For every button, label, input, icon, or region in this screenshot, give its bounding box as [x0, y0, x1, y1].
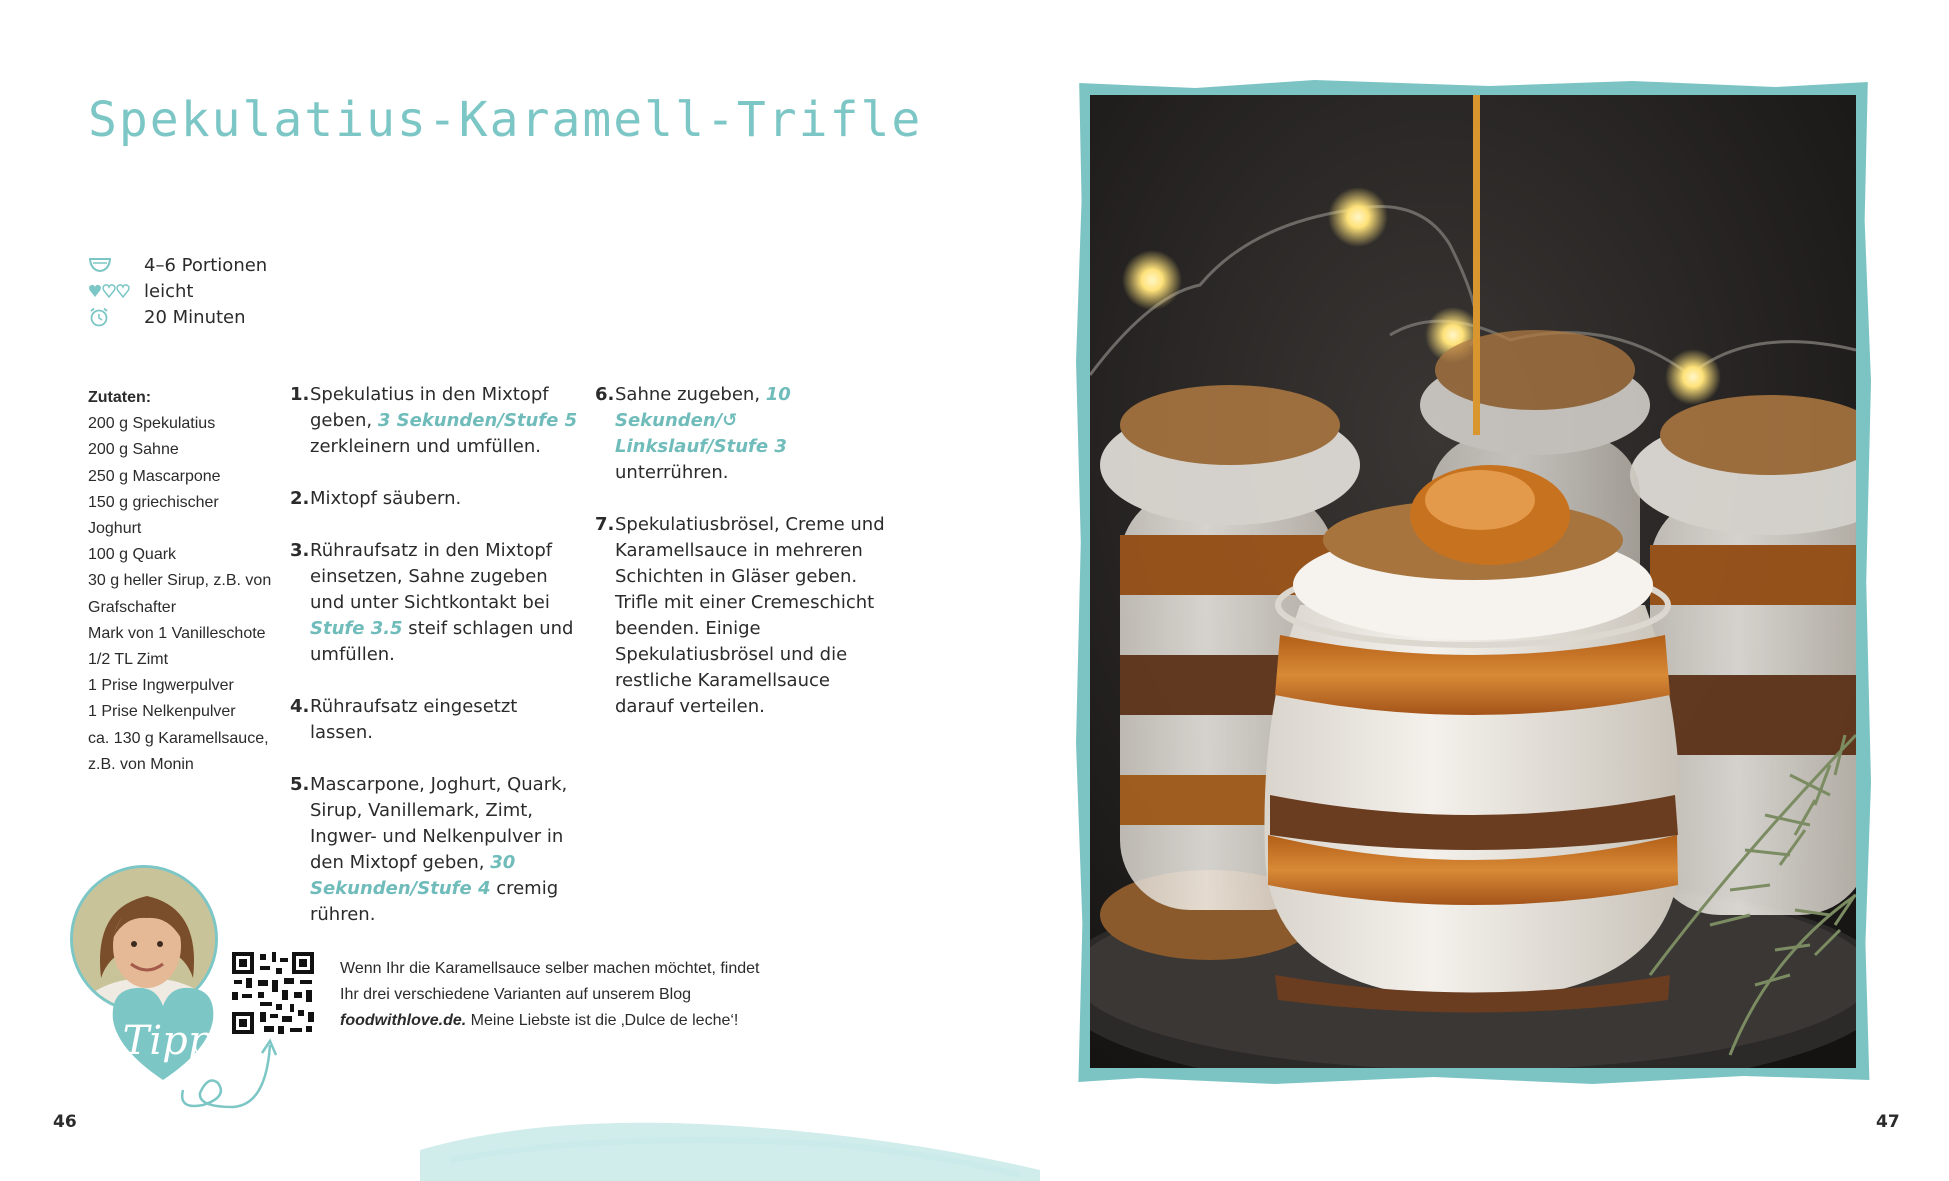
ingredient-item: 1/2 TL Zimt: [88, 651, 169, 669]
step-setting: Stufe 3.5: [310, 618, 403, 639]
hearts-icon: [88, 280, 144, 302]
step-text: [310, 538, 580, 668]
step-number: 3.: [290, 540, 310, 561]
ingredient-item: 100 g Quark: [88, 546, 177, 564]
step-text-part: Sahne zugeben,: [615, 384, 766, 405]
step-text: [310, 772, 580, 928]
step-3: [290, 538, 580, 668]
recipe-meta: [88, 252, 267, 330]
ingredient-item: ca. 130 g Karamellsauce,: [88, 729, 269, 747]
ingredients-list: [88, 385, 278, 778]
ingredient-item: Joghurt: [88, 520, 142, 538]
portions-text: 4–6 Portionen: [144, 254, 268, 276]
step-4: [290, 694, 580, 746]
step-setting: 30 Sekunden/Stufe 4: [310, 852, 516, 899]
step-number: 7.: [595, 514, 615, 535]
meta-difficulty: [88, 278, 267, 304]
step-text-part: Mascarpone, Joghurt, Quark, Sirup, Vanillemark, Zimt, Ingwer- und Nelkenpulver in den Mixtopf geben,: [310, 774, 568, 873]
brush-stroke-decoration: [420, 1110, 1040, 1181]
step-text: Mixtopf säubern.: [310, 488, 462, 509]
step-setting: 10 Sekunden/↺ Linkslauf/Stufe 3: [615, 384, 791, 457]
step-text-part: zerkleinern und umfüllen.: [310, 436, 541, 457]
meta-time: [88, 304, 267, 330]
steps-column-1: [290, 382, 580, 954]
blog-link[interactable]: foodwithlove.de.: [340, 1012, 467, 1029]
step-1: [290, 382, 580, 460]
step-text: [615, 382, 885, 486]
step-number: 6.: [595, 384, 615, 405]
ingredient-item: 1 Prise Nelkenpulver: [88, 703, 236, 721]
step-7: [595, 512, 885, 720]
meta-portions: [88, 252, 267, 278]
ingredient-item: z.B. von Monin: [88, 755, 194, 773]
step-text: Rühraufsatz eingesetzt lassen.: [310, 696, 518, 743]
steps-column-2: [595, 382, 885, 746]
bowl-icon: [88, 254, 144, 276]
step-text-part: Spekulatius in den Mixtopf geben,: [310, 384, 549, 431]
alarm-clock-icon: [88, 306, 144, 328]
step-number: 2.: [290, 488, 310, 509]
qr-code-icon[interactable]: [230, 950, 316, 1036]
tip-text: [340, 956, 760, 1034]
tip-text-part: Wenn Ihr die Karamellsauce selber machen möchtet, findet Ihr drei verschiedene Varianten auf unserem Blog: [340, 960, 760, 1003]
ingredient-item: 30 g heller Sirup, z.B. von: [88, 572, 272, 590]
step-number: 5.: [290, 774, 310, 795]
page-number-right: 47: [1876, 1112, 1900, 1132]
ingredient-item: 200 g Sahne: [88, 441, 179, 459]
trifle-photo: [1090, 95, 1856, 1068]
curved-arrow-icon: [178, 1035, 278, 1110]
ingredient-item: 250 g Mascarpone: [88, 467, 221, 485]
step-text-part: cremig rühren.: [310, 878, 559, 925]
tip-text-part: Meine Liebste ist die ‚Dulce de leche‘!: [466, 1012, 739, 1029]
step-6: [595, 382, 885, 486]
step-text-part: steif schlagen und umfüllen.: [310, 618, 574, 665]
time-text: 20 Minuten: [144, 306, 246, 328]
step-text: Spekulatiusbrösel, Creme und Karamellsauce in mehreren Schichten in Gläser geben. Trifle mit einer Cremeschicht beenden. Einige Spekulatiusbrösel und die restliche Karamellsauce darauf verteilen.: [615, 514, 885, 717]
step-2: [290, 486, 580, 512]
ingredient-item: Mark von 1 Vanilleschote: [88, 624, 266, 642]
step-text-part: Rühraufsatz in den Mixtopf einsetzen, Sahne zugeben und unter Sichtkontakt bei: [310, 540, 553, 613]
tip-label: Tipp: [122, 1018, 214, 1064]
ingredient-item: 200 g Spekulatius: [88, 415, 216, 433]
step-text: [310, 382, 580, 460]
recipe-title: Spekulatius-Karamell-Trifle: [88, 92, 923, 148]
ingredient-item: 150 g griechischer: [88, 493, 219, 511]
page-number-left: 46: [53, 1112, 77, 1132]
difficulty-text: leicht: [144, 280, 194, 302]
ingredient-item: Grafschafter: [88, 598, 177, 616]
step-5: [290, 772, 580, 928]
step-number: 1.: [290, 384, 310, 405]
ingredient-item: 1 Prise Ingwerpulver: [88, 677, 234, 695]
ingredients-heading: Zutaten:: [88, 389, 152, 406]
step-text-part: unterrühren.: [615, 462, 729, 483]
step-number: 4.: [290, 696, 310, 717]
step-setting: 3 Sekunden/Stufe 5: [377, 410, 578, 431]
